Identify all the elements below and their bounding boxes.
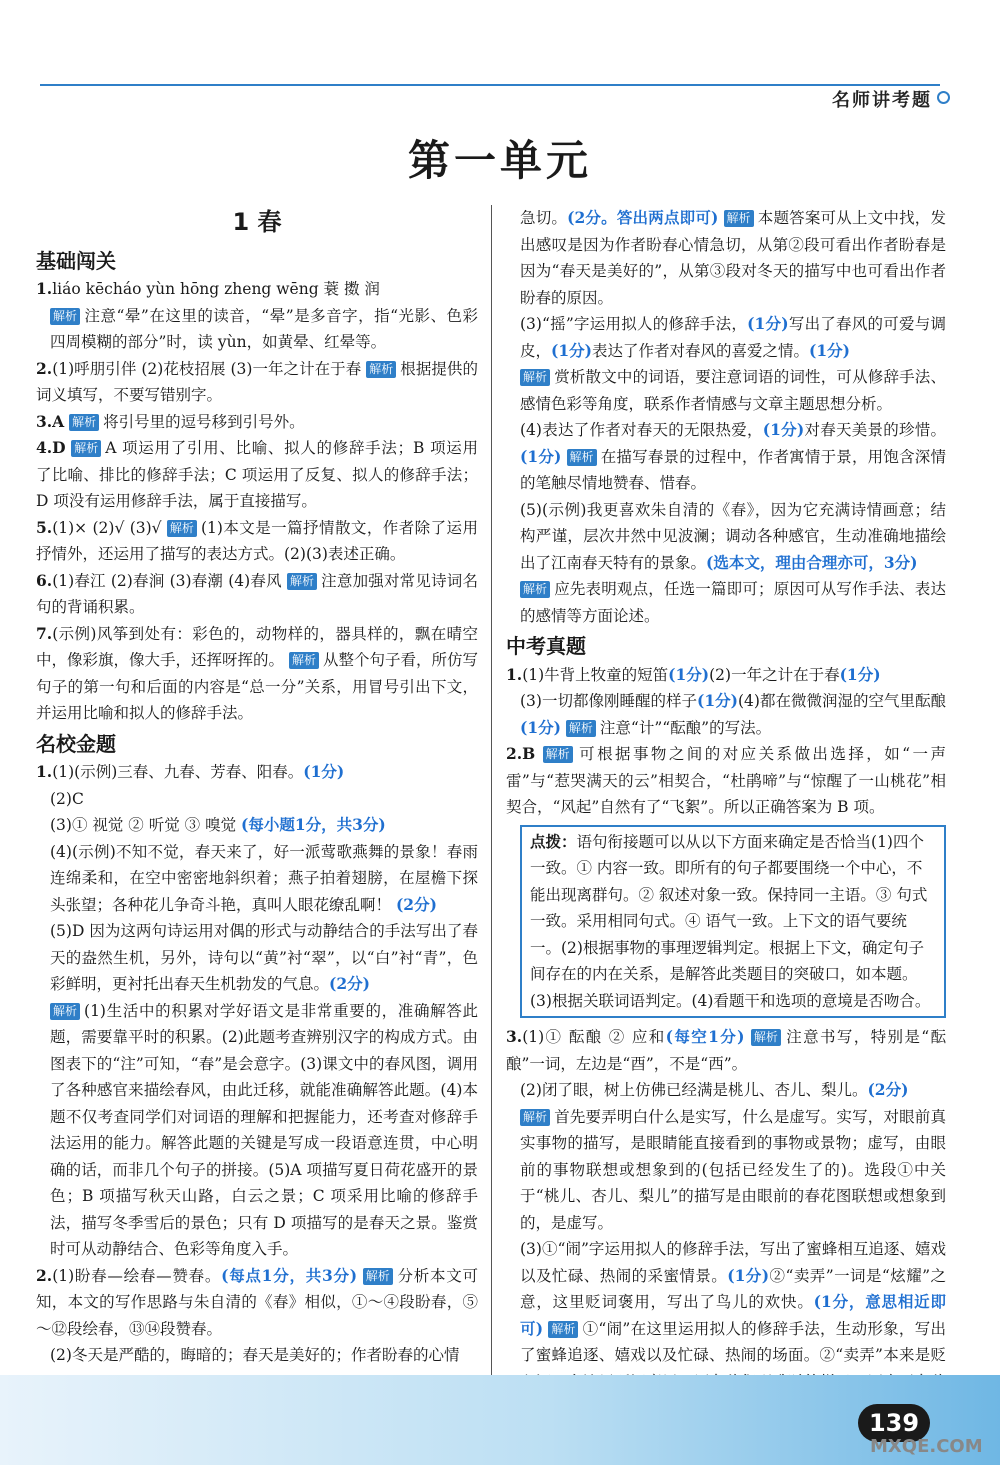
page-number: 139: [858, 1404, 930, 1442]
question-b2: 2.(1)呼朋引伴 (2)花枝招展 (3)一年之计在于春 解析 根据提供的词义填写，不要写错别字。: [36, 358, 478, 404]
right-column: [506, 205, 946, 1422]
analysis-tag: 解析: [69, 414, 99, 431]
header-line: [40, 84, 940, 86]
question-b7: 7.(示例)风筝到处有：彩色的，动物样的，器具样的，飘在晴空中，像彩旗，像大手，还挥呀挥的。 解析 从整个句子看，所仿写句子的第一句和后面的内容是“总一分”关系，用冒号引出下文，并运用比喻和拟人的修辞手法。: [36, 623, 478, 722]
answer-r4: (4)表达了作者对春天的无限热爱，(1分)对春天美景的珍惜。(1分) 解析 在描写春景的过程中，作者寓情于景，用饱含深情的笔触尽情地赞春、惜春。: [520, 420, 946, 492]
analysis-tag: 解析: [71, 440, 101, 457]
question-s1-3: (3)① 视觉 ② 听觉 ③ 嗅觉 (每小题1分，共3分): [50, 815, 386, 834]
question-s1-5: (5)D 因为这两句诗运用对偶的形式与动静结合的手法写出了春天的盎然生机，另外，诗句以“黄”衬“翠”，以“白”衬“青”，色彩鲜明，更衬托出春天生机勃发的气息。(2分): [50, 922, 478, 993]
watermark: MXQE.COM: [870, 1436, 983, 1457]
analysis-tag: 解析: [167, 520, 197, 537]
question-e1: 1.(1)牛背上牧童的短笛(1分)(2)一年之计在于春(1分): [506, 664, 881, 684]
question-s1-4: (4)(示例)不知不觉，春天来了，好一派莺歌燕舞的景象！春雨连绵柔和，在空中密密地斜织着；燕子拍着翅膀，在屋檐下探头张望；各种花儿争奇斗艳，真叫人眼花缭乱啊！ (2分): [50, 842, 478, 914]
analysis-tag: 解析: [287, 573, 317, 590]
unit-title: 第一单元: [407, 136, 592, 185]
tip-label: 点拨：: [530, 831, 577, 851]
tip-box: [520, 825, 946, 1019]
analysis-tag: 解析: [520, 369, 550, 386]
question-s2-2: (2)冬天是严酷的，晦暗的；春天是美好的；作者盼春的心情: [50, 1346, 460, 1364]
question-s1: 1.(1)(示例)三春、九春、芳春、阳春。(1分): [36, 762, 345, 781]
question-e3-2: (2)闭了眼，树上仿佛已经满是桃儿、杏儿、梨儿。(2分): [520, 1080, 909, 1099]
analysis-s1: 解析 (1)生活中的积累对学好语文是非常重要的，准确解答此题，需要靠平时的积累。(2)此题考查辨别汉字的构成方式。由图表下的“注”可知，“春”是会意字。(3)课文中的春风图，调用了各种感官来描绘春风，由此迁移，就能准确解答此题。(4)本题不仅考查同学们对词语的理解和把握能力，还考查对修辞手法运用的能力。解答此题的关键是写成一段语意连贯，中心明确的话，而非几个句子的拼接。(5)A 项描写夏日荷花盛开的景色；B 项描写秋天山路，白云之景；C 项采用比喻的修辞手法，描写冬季雪后的景色；只有 D 项描写的是春天之景。鉴赏时可从动静结合、色彩等角度入手。: [50, 1001, 478, 1258]
analysis-tag: 解析: [363, 1268, 393, 1285]
question-e3-3: (3)①“闹”字运用拟人的修辞手法，写出了蜜蜂相互追逐、嬉戏以及忙碌、热闹的采蜜情景。(1分)②“卖弄”一词是“炫耀”之意，这里贬词褒用，写出了鸟儿的欢快。(1分，意思相近即可) 解析 ①“闹”在这里运用拟人的修辞手法，生动形象，写出了蜜蜂追逐、嬉戏以及忙碌、热闹的场面。②“卖弄”本来是贬: [520, 1240, 946, 1364]
analysis-tag: 解析: [520, 1109, 550, 1126]
header-dot-icon: [937, 91, 950, 104]
tip-text: 语句衔接题可以从以下方面来确定是否恰当(1)四个一致。① 内容一致。即所有的句子都要围绕一个中心，不能出现离群句。② 叙述对象一致。保持同一主语。③ 句式一致。采用相同句式。④ 语气一致。上下文的语气要统一。(2)根据事物的事理逻辑判定。根据上下文，确定句子间存在的内在关系，是解答此类题目的突破口，如本题。(3)根据关联词语判定。(4)看题干和选项的意境是否吻合。: [530, 832, 931, 1010]
question-b4: 4.D 解析 A 项运用了引用、比喻、拟人的修辞手法；B 项运用了比喻、排比的修辞手法；C 项运用了反复、拟人的修辞手法；D 项没有运用修辞手法，属于直接描写。: [36, 438, 478, 510]
answer-r3: (3)“摇”字运用拟人的修辞手法，(1分)写出了春风的可爱与调皮，(1分)表达了作者对春风的喜爱之情。(1分): [520, 314, 946, 360]
column-divider: [491, 205, 492, 1375]
question-e2: 2.B 解析 可根据事物之间的对应关系做出选择，如“一声雷”与“惹哭满天的云”相契合，“杜鹃啼”与“惊醒了一山桃花”相契合，“风起”自然有了“飞絮”。所以正确答案为 B 项。: [506, 744, 946, 816]
question-b1: 1.liáo kēcháo yùn hōng zheng wēng 蓑 擞 润: [36, 279, 380, 298]
question-b3: 3.A 解析 将引号里的逗号移到引号外。: [36, 411, 305, 431]
answer-r5: (5)(示例)我更喜欢朱自清的《春》，因为它充满诗情画意；结构严谨，层次井然中见波澜；调动各种感官，生动准确地描绘出了江南春天特有的景象。(选本文，理由合理亦可，3分): [520, 500, 946, 572]
analysis-tag: 解析: [751, 1029, 781, 1046]
analysis-tag: 解析: [366, 361, 396, 378]
header-title: 名师讲考题: [832, 90, 932, 111]
question-e3: 3.(1)① 酝酿 ② 应和(每空1分) 解析 注意书写，特别是“酝酿”一词，左边是“酉”，不是“西”。: [506, 1027, 946, 1073]
question-s2: 2.(1)盼春—绘春—赞春。(每点1分，共3分) 解析 分析本文可知，本文的写作思路与朱自清的《春》相似，①～④段盼春，⑤～⑫段绘春，⑬⑭段赞春。: [36, 1265, 478, 1338]
analysis-tag: 解析: [566, 720, 596, 737]
analysis-tag: 解析: [567, 449, 597, 466]
left-column: [36, 205, 478, 1369]
analysis-b1: 解析 注意“晕”在这里的读音，“晕”是多音字，指“光影、色彩四周模糊的部分”时，读 yùn，如黄晕、红晕等。: [50, 306, 478, 351]
question-b5: 5.(1)× (2)√ (3)√ 解析 (1)本文是一篇抒情散文，作者除了运用抒情外，还运用了描写的表达方式。(2)(3)表述正确。: [36, 517, 478, 563]
analysis-tag: 解析: [543, 746, 573, 763]
analysis-tag: 解析: [548, 1321, 578, 1338]
analysis-r3: 解析 赏析散文中的词语，要注意词语的词性，可从修辞手法、感情色彩等角度，联系作者情感与文章主题思想分析。: [520, 368, 946, 413]
lesson-title: 1 春: [232, 208, 282, 236]
analysis-tag: 解析: [724, 210, 754, 227]
question-b6: 6.(1)春江 (2)春涧 (3)春潮 (4)春风 解析 注意加强对常见诗词名句的背诵积累。: [36, 570, 478, 616]
question-e1-3: (3)一切都像刚睡醒的样子(1分)(4)都在微微润湿的空气里酝酿(1分) 解析 注意“计”“酝酿”的写法。: [520, 691, 946, 737]
question-s1-2: (2)C: [50, 789, 84, 808]
section-basic: 基础闯关: [36, 248, 116, 273]
footer-band: [0, 1375, 1000, 1465]
section-exam: 中考真题: [506, 634, 586, 658]
analysis-tag: 解析: [50, 1003, 80, 1020]
analysis-r5: 解析 应先表明观点，任选一篇即可；原因可从写作手法、表达的感情等方面论述。: [520, 580, 946, 625]
section-school: 名校金题: [36, 731, 116, 756]
analysis-tag: 解析: [50, 308, 80, 325]
analysis-tag: 解析: [520, 581, 550, 598]
answer-r0: 急切。(2分。答出两点即可) 解析 本题答案可从上文中找，发出感叹是因为作者盼春心情急切，从第②段可看出作者盼春是因为“春天是美好的”，从第③段对冬天的描写中也可看出作者盼春的原因。: [520, 208, 946, 307]
analysis-e3-2: 解析 首先要弄明白什么是实写，什么是虚写。实写，对眼前真实事物的描写，是眼睛能直接看到的事物或景物；虚写，由眼前的事物联想或想象到的(包括已经发生了的)。选段①中关于“桃儿、杏儿、梨儿”的描写是由眼前的春花图联想或想象到的，是虚写。: [520, 1107, 946, 1232]
analysis-tag: 解析: [289, 652, 319, 669]
